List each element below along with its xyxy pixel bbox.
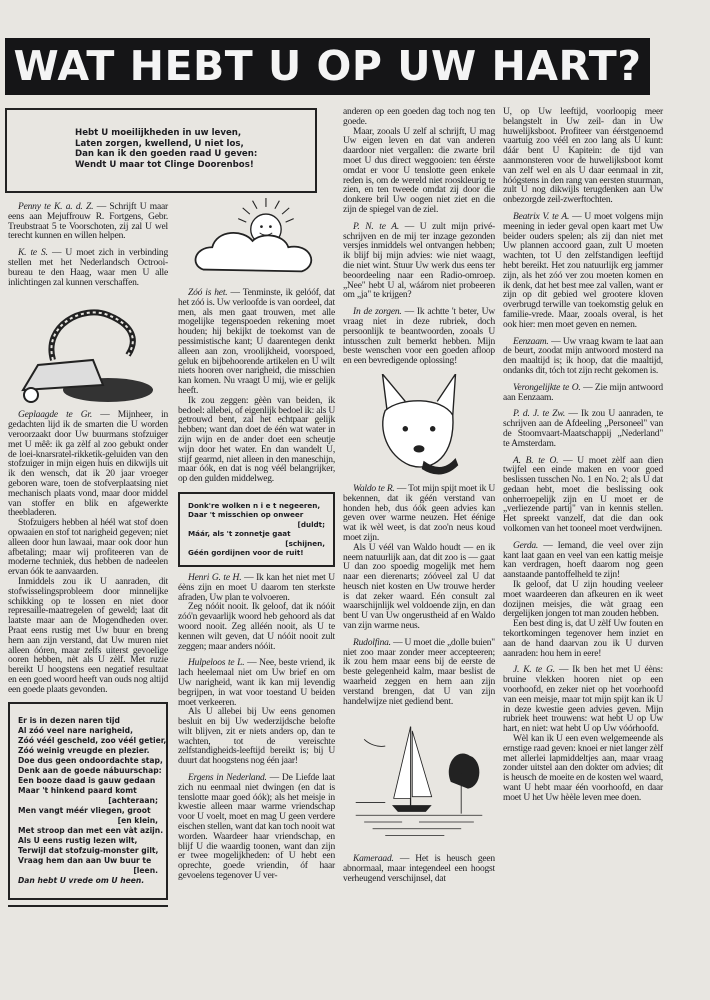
letter-text: — Tenminste, ik gelóóf, dat het zóó is. Uw verloofde is van oordeel, dat men, als men gaat trouwen, met alle mogelijke tegenspoeden rekening moet houden; hij bekijkt de toekomst van de pessimistische kant; U daarentegen denkt alleen aan zon, vroolijkheid, voorspoed, geluk en bijbehoorende artikelen en U wilt niets hooren over narigheid, die misschien kan komen. Nu vraagt U mij, wie er gelijk heeft.: [178, 288, 335, 396]
letter-pn: [343, 223, 495, 301]
letter-ab: [503, 457, 663, 535]
poem-line: Er is in dezen naren tijd: [18, 716, 120, 726]
letter-name: K. te S.: [18, 248, 48, 259]
letter-name: Henri G. te H.: [188, 572, 242, 583]
letter-text: — U zult mijn privé-schrijven en de mij ter inzage gezonden versjes inmiddels wel ontvangen hebben; ik blijf bij mijn advies: wie niet waagt, die niet wint. Stuur Uw werk dus eens ter beoordeeling naar een Radio-omroep. „Nee" hebt U al, wáárom niet probeeren om „ja" te krijgen?: [343, 221, 495, 301]
poem-line: Vraag hem dan aan Uw buur te: [18, 856, 152, 866]
poem-line: Terwijl dat stofzuig-monster gilt,: [18, 846, 159, 856]
letter-text: — Mijnheer, in gedachten lijd ik de smarten die U worden veroorzaakt door Uw buurmans stofzuiger met U mêê: ik ga zèlf al zoo gebukt onder de loei-knarsratel-rikketik-geluiden van den stofzuiger in mijn eigen huis en dikwijls uit ik den wensch, dat ik 20 jaar vroeger geboren ware, toen de stofverplaatsing niet mechanisch plaats vond, maar door middel van stoffer en blik en afgewerkte theebladeren.: [8, 410, 168, 519]
intro-line: Wendt U maar tot Clinge Doorenbos!: [75, 159, 254, 170]
letter-pdj: [503, 410, 663, 449]
poem-line: [en klein,: [117, 816, 158, 826]
letter-text: — Nee, beste vriend, ik lach heelemaal niet om Uw brief en om Uw narigheid, want ik kan mij levendig begrijpen, in wat voor toestand U beiden moet verkeeren.: [178, 658, 335, 708]
letter-text: — U moet volgens mijn meening in ieder geval open kaart met Uw beider ouders spelen; als zij dan niet met Uw plannen accoord gaan, zult U moeten wachten, tot U den zelfstandigen leeftijd hebt bereikt. Het zou natuurlijk erg jammer zijn, als het zóó ver zou moeten komen en ik denk, dat het best mee zal vallen, want er zijn op dit gebied wel grootere kloven overbrugd terwille van toekomstig geluk en familie-vrede. Maar, zooals overal, is het ook hier: men moet geven en nemen.: [503, 211, 663, 330]
letter-paragraph: Een best ding is, dat U zèlf Uw fouten en tekortkomingen tegenover hem inziet en aan de hand daarvan zou ik U durven aanraden: hou hem in eere!: [503, 619, 663, 659]
letter-paragraph: Als U allebei bij Uw eens genomen besluit en bij Uw wederzijdsche belofte wilt blijven, zit er niets anders op, dan te wachten, tot de vereischte zelfstandigheids-leeftijd bereikt is; bij U duurt dat hoogstens nog één jaar!: [178, 707, 335, 767]
letter-ergens: [178, 774, 335, 882]
poem-line: Al zóó veel nare narigheid,: [18, 726, 133, 736]
poem-line: Géén gordijnen voor de ruit!: [188, 548, 304, 558]
letter-continued: [343, 108, 495, 216]
letter-geplaagde: [8, 411, 168, 695]
letter-name: Eenzaam.: [513, 336, 549, 347]
letter-text: — De Liefde laat zich nu eenmaal niet dwingen (en dat is tenslotte maar goed óók); als het meisje in kwestie alleen maar warme vriendschap voor U voelt, moet en mag U geen verdere eischen stellen, want dat kan toch nooit wat worden. Waardeer haar vriendschap, en blijf U die waardig toonen, want dan zijn er twee mogelijkheden: of U hebt een oprechte, goede vriendin, óf haar gevoelens tegenover U ver-: [178, 773, 335, 882]
column-3: [343, 108, 495, 892]
letter-kameraad: [343, 855, 495, 884]
sun-and-cloud-illustration: [182, 198, 332, 283]
poem-line: Doe dus geen ondoordachte stap,: [18, 756, 163, 766]
poem-line: Máár, als 't zonnetje gaat: [188, 529, 291, 539]
poem-line: [leen.: [133, 866, 158, 876]
sailboat-illustration: [344, 714, 494, 849]
letter-continued-2: [503, 108, 663, 206]
poem-line: Donk're wolken n i e t negeeren,: [188, 500, 321, 510]
letter-eenzaam: [503, 338, 663, 377]
poem-line: Als U eens rustig lezen wilt,: [18, 836, 138, 846]
poem-line: [schijnen,: [285, 538, 325, 548]
letter-name: Rudolfina.: [353, 637, 391, 648]
poem-line: Dan hebt U vrede om U heen.: [18, 876, 145, 886]
letter-hulpeloos: [178, 659, 335, 767]
poem-line: Maar 't hinkend paard komt: [18, 786, 137, 796]
letter-text: — Uw vraag kwam te laat aan de beurt, zoodat mijn antwoord mosterd na den maaltijd is; ik hoop, dat die maaltijd, ondanks dit, tóch tot zijn recht gekomen is.: [503, 336, 663, 376]
letter-name: In de zorgen.: [353, 307, 402, 318]
letter-paragraph: U, op Uw leeftijd, voorloopig meer belangstelt in Uw zeil- dan in Uw huwelijksboot. Profiteer van éérstgenoemd vaartuig zoo véél en zoo lang als U kunt: dáár bent U Kapitein: de tijd van aanmonsteren voor de huwelijksboot komt van zelf wel en als U daar eenmaal in zit, hóógstens in den rang van eersten stuurman, zult U nog dikwijls terugdenken aan Uw onbezorgde zeil-zwerftochten.: [503, 107, 663, 206]
letter-text: — Schrijft U maar eens aan Mejuffrouw R. Fortgens, Gebr. Treubstraat 5 te Voorschoten, zij zal U wel terecht kunnen en willen helpen.: [8, 202, 168, 242]
letter-text: — Ik kan het niet met U éèns zijn en moet U daarom ten sterkste afraden, Uw plan te volvoeren.: [178, 572, 335, 603]
divider: [8, 905, 168, 907]
letter-waldo: [343, 485, 495, 632]
letter-name: Geplaagde te Gr.: [18, 410, 93, 421]
letter-beatrix: [503, 213, 663, 331]
dog-head-illustration: [364, 374, 474, 479]
poem-line: Men vangt méér vliegen, groot: [18, 806, 151, 816]
intro-line: Hebt U moeilijkheden in uw leven,: [75, 128, 242, 138]
letter-name: Hulpeloos te L.: [188, 658, 245, 669]
letter-in-de-zorgen: [343, 308, 495, 367]
letter-name: Beatrix V. te A.: [513, 211, 570, 222]
poem-line: Zóó véél gescheld, zoo véél getier,: [18, 736, 167, 746]
page-title: WAT HEBT U OP UW HART?: [5, 38, 650, 95]
poem-line: Denk aan de goede nábuurschap:: [18, 766, 162, 776]
poem-line: Een booze daad is gauw gedaan: [18, 776, 156, 786]
letter-paragraph: anderen op een goeden dag toch nog ten goede.: [343, 107, 495, 127]
letter-zoo-is-het: [178, 289, 335, 485]
column-1: [8, 203, 168, 907]
letter-gerda: [503, 542, 663, 660]
letter-paragraph: Als U véél van Waldo houdt — en ik neem natuurlijk aan, dat dit zoo is — gaat U dan zoo spoedig mogelijk met hem naar een dierenarts; zóóveel zal U dat heusch niet kosten en Uw trouwe herder is dat zeker waard. Eén consult zal waarschijnlijk wel voldoende zijn, en dan bent U van Uw ongerustheid af en Waldo van zijn warme neus.: [343, 542, 495, 632]
letter-paragraph: Ik zou zeggen: gèèn van beiden, ik bedoel: allebei, of eigenlijk bedoel ik: als U getrouwd bent, zal het echtpaar gelijk hebben; want dan doet de één wat water in zijn wijn en de ander doet een scheutje wijn door het water. En dan wandelt U, stijf gearmd, niet alleen in den maneschijn, maar óók, en dat is nog véél belangrijker, op den gulden middelweg.: [178, 395, 335, 485]
letter-text: — Zie mijn antwoord aan Eenzaam.: [503, 382, 663, 403]
intro-box: [5, 108, 317, 193]
column-4: [503, 108, 663, 811]
poem-line: [duldt;: [297, 519, 325, 529]
letter-paragraph: Inmiddels zou ik U aanraden, dit stofwisselingsprobleem door minnelijke schikking op te lossen en niet door represaille-maatregelen of geweld; laat dit laatste maar aan de Mogendheden over. Praat eens rustig met Uw buur en breng hem aan zijn verstand, dat Uw muren niet alleen óóren, maar zelfs uiterst gevoelige ooren hebben, nèt als U zèlf. Met ruzie bereikt U hoogstens een negatief resultaat en een goed woord heeft van ouds nog altijd een goede plaats gevonden.: [8, 576, 168, 695]
letter-name: A. B. te O.: [513, 455, 559, 466]
letter-ks: [8, 249, 168, 288]
poem-line: Daar 't misschien op onweer: [188, 510, 304, 520]
letter-paragraph: Stofzuigers hebben al héél wat stof doen opwaaien en stof tot narigheid gegeven; niet alleen door hun lawaai, maar ook door hun afbetaling; maar wij profiteeren van de moderne techniek, dus hebben de nadeelen ervan óók te aanvaarden.: [8, 518, 168, 578]
letter-text: — Ik achtte 't beter, Uw vraag niet in deze rubriek, doch persoonlijk te beantwoorden, zooals U intusschen zult bemerkt hebben. Mijn beste wenschen voor een goeden afloop en een bevredigende oplossing!: [343, 307, 495, 367]
letter-name: Verongelijkte te O.: [513, 382, 581, 393]
letter-text: — Ik ben het met U éèns: bruine vlekken hooren niet op een voorhoofd, en zeker niet op het voorhoofd van een meisje, maar tot mijn spijt kan ik U in deze kwestie geen advies geven. Mijn rubriek heet trouwens: wat hebt U op Uw hart, en niet: wat hebt U op Uw vóórhoofd.: [503, 665, 663, 735]
intro-line: Laten zorgen, kwellend, U niet los,: [75, 138, 244, 149]
letter-name: P. N. te A.: [353, 221, 400, 232]
letter-jk: [503, 666, 663, 803]
letter-rudolfina: [343, 639, 495, 708]
letter-verongelijkte: [503, 384, 663, 404]
letter-text: — U moet zèlf aan dien twijfel een einde maken en voor goed beslissen tusschen No. 1 en No. 2; als U dat gedaan hebt, moet die beslissing ook onherroepelijk zijn en U moet er de „verliezende partij" van in kennis stellen. Het spreekt vanzelf, dat die dan ook volkomen van het tooneel moet verdwijnen.: [503, 455, 664, 535]
vacuum-cleaner-illustration: [13, 295, 163, 405]
letter-henri: [178, 574, 335, 652]
letter-paragraph: Wèl kan ik U een even welgemeende als ernstige raad geven: knoei er niet langer zèlf met allerlei lapmiddeltjes aan, maar vraag zonder uitstel aan den dokter om advies; dit is heusch de moeite en de kosten wel waard, want U hebt maar één voorhoofd, en daar moet U het Uw hèèle leven mee doen.: [503, 734, 663, 803]
letter-text: — U moet zich in verbinding stellen met het Nederlandsch Octrooi-bureau te den Haag, waar men U alle inlichtingen zal kunnen verschaffen.: [8, 248, 169, 288]
letter-name: Ergens in Nederland.: [188, 773, 267, 784]
poem-line: Met stroop dan met een vàt azijn.: [18, 826, 164, 836]
letter-paragraph: Maar, zooals U zelf al schrijft, U mag Uw eigen leven en dat van anderen daardoor niet vergallen: die zwarte bril moet U dus direct weggooien: ten éérste omdat er voor U tenslotte geen enkele reden is, om de wereld niet rooskleurig te zien, en ten tweede omdat zij door die donkere bril Uw oogen niet ziet en die zijn de spiegel van de ziel.: [343, 126, 495, 215]
intro-line: Dan kan ik den goeden raad U geven:: [75, 149, 258, 159]
letter-name: J. K. te G.: [513, 665, 555, 676]
letter-name: Gerda.: [513, 540, 539, 551]
poem-line: Zóó weinig vreugde en plezier.: [18, 746, 150, 756]
letter-text: — Tot mijn spijt moet ik U bekennen, dat ik géén verstand van honden heb, dus óók geen advies kan geven over warme neuzen. Het éénige wat ik wèl weet, is dat zoo'n neus koud moet zijn.: [343, 483, 496, 543]
column-2: [178, 198, 335, 889]
clouds-poem-box: [178, 492, 335, 567]
neighbour-poem-box: [8, 702, 168, 900]
letter-penny: [8, 203, 168, 242]
letter-name: Penny te K. a. d. Z.: [18, 202, 94, 212]
letter-name: P. d. J. te Zw.: [513, 409, 565, 420]
letter-text: — U moet die „dolle buien" niet zoo maar zonder meer accepteeren; ik zou hem maar eens bij de eerste de beste gelegenheid kalm, maar beslist de waarheid zeggen en hem aan zijn verstand brengen, dat U van zijn handelwijze niet gediend bent.: [343, 637, 495, 707]
letter-text: — Ik zou U aanraden, te schrijven aan de Afdeeling „Personeel" van de Stoomvaart-Maatschappij „Nederland" te Amsterdam.: [503, 409, 663, 449]
letter-paragraph: Zeg nóóit nooit. Ik geloof, dat ik nóóit zóó'n gevaarlijk woord heb gehoord als dat woord nooit. Zeg alléén nooit, als U te kennen wilt geven, dat U nóóit nooit zult zeggen; maar anders nóóit.: [178, 602, 335, 652]
letter-text: — Het is heusch geen abnormaal, maar integendeel een hoogst verheugend verschijnsel, dat: [343, 854, 495, 885]
letter-paragraph: Ik geloof, dat U zijn houding veeleer moet waardeeren dan afkeuren en ik weet dozijnen meisjes, die wàt graag een dergelijken jongen tot man zouden hebben.: [503, 580, 663, 620]
letter-name: Zóó is het.: [188, 288, 228, 298]
poem-line: [achteraan;: [108, 796, 158, 806]
letter-text: — Iemand, die veel over zijn kant laat gaan en veel van een kattig meisje kan verdragen, hoeft daarom nog geen aanstaande pantoffelheld te zijn!: [503, 540, 663, 581]
letter-name: Kameraad.: [353, 854, 394, 865]
letter-name: Waldo te R.: [353, 483, 395, 494]
